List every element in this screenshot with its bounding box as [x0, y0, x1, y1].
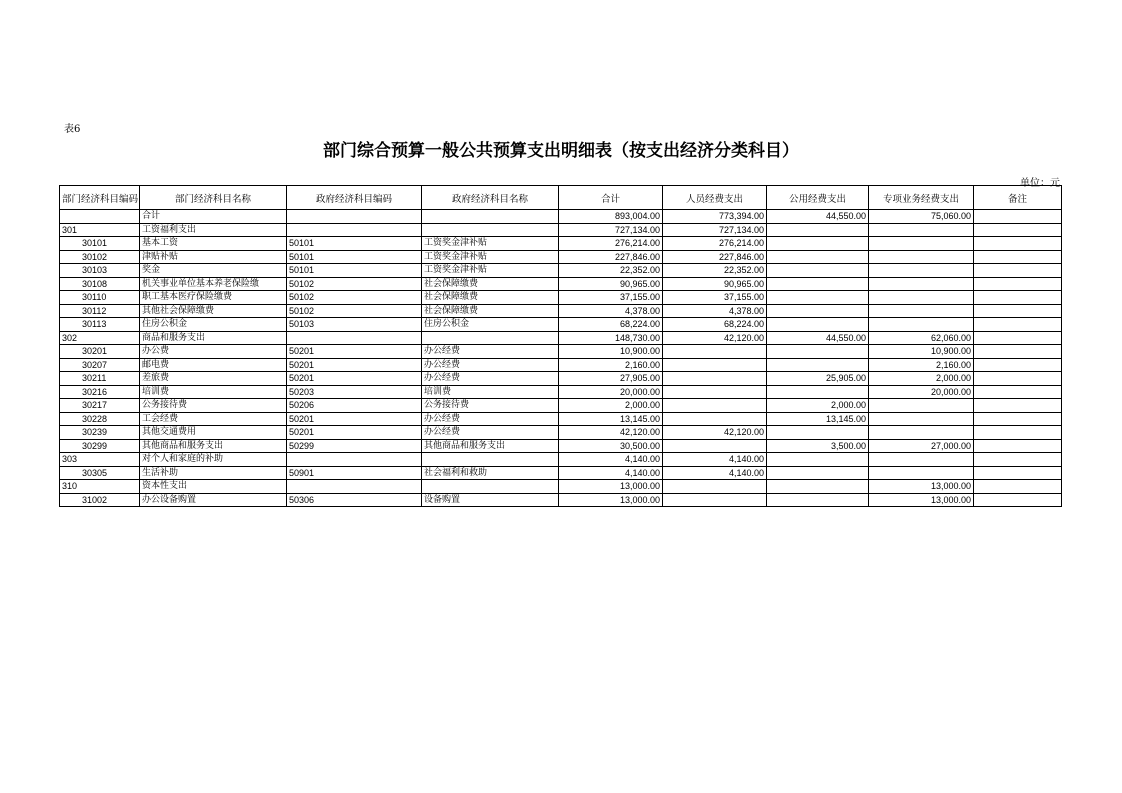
column-header-dept-name: 部门经济科目名称: [140, 186, 287, 210]
cell-dept-code: 30112: [60, 304, 140, 318]
table-row: [60, 399, 1062, 413]
cell-gov-code: 50101: [287, 237, 422, 251]
cell-dept-code: 303: [60, 453, 140, 467]
cell-gov-code: 50206: [287, 399, 422, 413]
table-row: [60, 210, 1062, 224]
cell-gov-code: [287, 331, 422, 345]
cell-personnel: 4,140.00: [663, 466, 767, 480]
cell-special: [869, 277, 974, 291]
cell-dept-name: 商品和服务支出: [140, 331, 287, 345]
cell-public: 44,550.00: [767, 331, 869, 345]
cell-dept-code: 30228: [60, 412, 140, 426]
cell-gov-code: 50102: [287, 291, 422, 305]
cell-dept-code: 310: [60, 480, 140, 494]
cell-note: [974, 264, 1062, 278]
cell-special: [869, 399, 974, 413]
cell-dept-name: 差旅费: [140, 372, 287, 386]
cell-note: [974, 480, 1062, 494]
cell-gov-name: 社会福利和救助: [422, 466, 559, 480]
cell-special: 2,000.00: [869, 372, 974, 386]
cell-gov-name: 工资奖金津补贴: [422, 250, 559, 264]
cell-special: [869, 250, 974, 264]
cell-dept-code: 30207: [60, 358, 140, 372]
cell-dept-code: 30110: [60, 291, 140, 305]
column-header-gov-name: 政府经济科目名称: [422, 186, 559, 210]
cell-gov-name: 办公经费: [422, 412, 559, 426]
cell-gov-name: 办公经费: [422, 372, 559, 386]
cell-public: [767, 291, 869, 305]
cell-total: 68,224.00: [559, 318, 663, 332]
cell-gov-code: [287, 210, 422, 224]
cell-personnel: 4,378.00: [663, 304, 767, 318]
cell-special: [869, 426, 974, 440]
cell-gov-name: 社会保障缴费: [422, 291, 559, 305]
table-row: [60, 426, 1062, 440]
cell-dept-code: 302: [60, 331, 140, 345]
cell-special: [869, 318, 974, 332]
cell-note: [974, 237, 1062, 251]
table-row: [60, 237, 1062, 251]
column-header-dept-code: 部门经济科目编码: [60, 186, 140, 210]
cell-note: [974, 210, 1062, 224]
cell-dept-name: 办公设备购置: [140, 493, 287, 507]
cell-total: 893,004.00: [559, 210, 663, 224]
cell-personnel: [663, 399, 767, 413]
table-row: [60, 264, 1062, 278]
cell-personnel: 42,120.00: [663, 426, 767, 440]
cell-total: 27,905.00: [559, 372, 663, 386]
cell-public: [767, 345, 869, 359]
cell-gov-code: 50201: [287, 412, 422, 426]
table-number-label: 表6: [64, 124, 81, 135]
cell-gov-name: 社会保障缴费: [422, 304, 559, 318]
table-row: [60, 466, 1062, 480]
cell-gov-name: 工资奖金津补贴: [422, 237, 559, 251]
table-row: [60, 291, 1062, 305]
table-row: [60, 345, 1062, 359]
column-header-public: 公用经费支出: [767, 186, 869, 210]
cell-note: [974, 426, 1062, 440]
cell-total: 13,145.00: [559, 412, 663, 426]
cell-special: 13,000.00: [869, 493, 974, 507]
cell-dept-code: 30305: [60, 466, 140, 480]
cell-gov-name: [422, 223, 559, 237]
cell-public: 3,500.00: [767, 439, 869, 453]
cell-total: 42,120.00: [559, 426, 663, 440]
cell-dept-code: 31002: [60, 493, 140, 507]
cell-personnel: 727,134.00: [663, 223, 767, 237]
cell-dept-name: 其他社会保障缴费: [140, 304, 287, 318]
cell-personnel: [663, 439, 767, 453]
cell-note: [974, 412, 1062, 426]
cell-special: 20,000.00: [869, 385, 974, 399]
header-row: [60, 186, 1062, 210]
column-header-special: 专项业务经费支出: [869, 186, 974, 210]
cell-dept-name: 邮电费: [140, 358, 287, 372]
cell-personnel: 4,140.00: [663, 453, 767, 467]
cell-gov-code: 50101: [287, 250, 422, 264]
cell-personnel: 22,352.00: [663, 264, 767, 278]
column-header-gov-code: 政府经济科目编码: [287, 186, 422, 210]
cell-total: 20,000.00: [559, 385, 663, 399]
cell-personnel: [663, 358, 767, 372]
column-header-note: 备注: [974, 186, 1062, 210]
cell-public: [767, 304, 869, 318]
cell-dept-name: 资本性支出: [140, 480, 287, 494]
cell-gov-code: 50201: [287, 345, 422, 359]
table-row: [60, 250, 1062, 264]
cell-dept-name: 奖金: [140, 264, 287, 278]
cell-special: 75,060.00: [869, 210, 974, 224]
cell-gov-code: [287, 480, 422, 494]
cell-dept-code: 30108: [60, 277, 140, 291]
cell-public: [767, 264, 869, 278]
cell-gov-code: [287, 223, 422, 237]
cell-note: [974, 466, 1062, 480]
cell-note: [974, 453, 1062, 467]
cell-total: 4,140.00: [559, 466, 663, 480]
cell-gov-code: 50201: [287, 426, 422, 440]
cell-dept-name: 办公费: [140, 345, 287, 359]
cell-dept-name: 住房公积金: [140, 318, 287, 332]
cell-total: 30,500.00: [559, 439, 663, 453]
cell-dept-name: 职工基本医疗保险缴费: [140, 291, 287, 305]
cell-special: [869, 264, 974, 278]
cell-dept-name: 工会经费: [140, 412, 287, 426]
cell-public: [767, 237, 869, 251]
cell-gov-name: [422, 331, 559, 345]
cell-gov-name: 办公经费: [422, 426, 559, 440]
cell-gov-code: 50201: [287, 358, 422, 372]
cell-note: [974, 291, 1062, 305]
cell-public: [767, 426, 869, 440]
cell-personnel: [663, 480, 767, 494]
cell-gov-name: 培训费: [422, 385, 559, 399]
table-row: [60, 318, 1062, 332]
cell-dept-name: 对个人和家庭的补助: [140, 453, 287, 467]
cell-gov-name: 社会保障缴费: [422, 277, 559, 291]
cell-total: 13,000.00: [559, 493, 663, 507]
cell-public: [767, 480, 869, 494]
cell-special: [869, 223, 974, 237]
cell-gov-name: 办公经费: [422, 345, 559, 359]
table-row: [60, 439, 1062, 453]
cell-public: 2,000.00: [767, 399, 869, 413]
table-row: [60, 331, 1062, 345]
cell-personnel: 68,224.00: [663, 318, 767, 332]
cell-public: [767, 250, 869, 264]
cell-dept-name: 机关事业单位基本养老保险缴: [140, 277, 287, 291]
cell-personnel: [663, 385, 767, 399]
cell-note: [974, 277, 1062, 291]
cell-personnel: 42,120.00: [663, 331, 767, 345]
table-row: [60, 304, 1062, 318]
cell-dept-code: 30201: [60, 345, 140, 359]
cell-dept-name: 培训费: [140, 385, 287, 399]
table-row: [60, 493, 1062, 507]
cell-dept-code: 30216: [60, 385, 140, 399]
cell-personnel: 227,846.00: [663, 250, 767, 264]
cell-personnel: [663, 412, 767, 426]
cell-note: [974, 358, 1062, 372]
cell-dept-code: 30103: [60, 264, 140, 278]
cell-special: 13,000.00: [869, 480, 974, 494]
cell-note: [974, 250, 1062, 264]
cell-gov-code: 50299: [287, 439, 422, 453]
cell-dept-name: 津贴补贴: [140, 250, 287, 264]
cell-gov-name: [422, 480, 559, 494]
cell-note: [974, 493, 1062, 507]
cell-total: 276,214.00: [559, 237, 663, 251]
cell-public: [767, 453, 869, 467]
cell-personnel: [663, 493, 767, 507]
cell-public: [767, 358, 869, 372]
cell-special: [869, 237, 974, 251]
cell-total: 148,730.00: [559, 331, 663, 345]
cell-note: [974, 399, 1062, 413]
cell-dept-code: 30102: [60, 250, 140, 264]
cell-public: [767, 466, 869, 480]
cell-personnel: [663, 345, 767, 359]
cell-note: [974, 223, 1062, 237]
table-row: [60, 372, 1062, 386]
cell-special: [869, 466, 974, 480]
cell-total: 227,846.00: [559, 250, 663, 264]
cell-gov-name: 公务接待费: [422, 399, 559, 413]
cell-special: [869, 453, 974, 467]
cell-public: [767, 385, 869, 399]
cell-note: [974, 331, 1062, 345]
cell-gov-name: 设备购置: [422, 493, 559, 507]
cell-public: 13,145.00: [767, 412, 869, 426]
cell-total: 4,140.00: [559, 453, 663, 467]
table-row: [60, 412, 1062, 426]
column-header-personnel: 人员经费支出: [663, 186, 767, 210]
cell-dept-code: 30217: [60, 399, 140, 413]
cell-total: 22,352.00: [559, 264, 663, 278]
cell-dept-code: 30211: [60, 372, 140, 386]
cell-special: [869, 304, 974, 318]
cell-public: [767, 277, 869, 291]
cell-public: 44,550.00: [767, 210, 869, 224]
cell-dept-code: 30113: [60, 318, 140, 332]
cell-total: 2,160.00: [559, 358, 663, 372]
cell-note: [974, 372, 1062, 386]
cell-total: 90,965.00: [559, 277, 663, 291]
cell-public: [767, 318, 869, 332]
cell-total: 13,000.00: [559, 480, 663, 494]
cell-gov-code: 50103: [287, 318, 422, 332]
cell-total: 37,155.00: [559, 291, 663, 305]
cell-personnel: 773,394.00: [663, 210, 767, 224]
cell-special: 62,060.00: [869, 331, 974, 345]
cell-dept-name: 公务接待费: [140, 399, 287, 413]
cell-note: [974, 345, 1062, 359]
cell-dept-code: 30239: [60, 426, 140, 440]
cell-gov-code: 50201: [287, 372, 422, 386]
cell-special: 10,900.00: [869, 345, 974, 359]
table-row: [60, 453, 1062, 467]
cell-dept-code: [60, 210, 140, 224]
page-title: 部门综合预算一般公共预算支出明细表（按支出经济分类科目）: [323, 141, 799, 161]
cell-special: 2,160.00: [869, 358, 974, 372]
cell-personnel: 276,214.00: [663, 237, 767, 251]
cell-dept-name: 生活补助: [140, 466, 287, 480]
cell-gov-code: 50102: [287, 277, 422, 291]
cell-dept-name: 基本工资: [140, 237, 287, 251]
cell-gov-name: 办公经费: [422, 358, 559, 372]
cell-dept-name: 其他交通费用: [140, 426, 287, 440]
cell-public: [767, 223, 869, 237]
cell-gov-name: 工资奖金津补贴: [422, 264, 559, 278]
cell-dept-name: 其他商品和服务支出: [140, 439, 287, 453]
unit-label: 单位：元: [1020, 178, 1060, 189]
cell-note: [974, 439, 1062, 453]
cell-note: [974, 304, 1062, 318]
table-row: [60, 358, 1062, 372]
cell-personnel: 90,965.00: [663, 277, 767, 291]
cell-dept-code: 30101: [60, 237, 140, 251]
cell-public: [767, 493, 869, 507]
cell-total: 10,900.00: [559, 345, 663, 359]
cell-gov-name: [422, 210, 559, 224]
cell-gov-code: 50102: [287, 304, 422, 318]
cell-public: 25,905.00: [767, 372, 869, 386]
cell-special: [869, 412, 974, 426]
cell-gov-code: 50901: [287, 466, 422, 480]
budget-detail-table: [59, 185, 1062, 507]
table-row: [60, 223, 1062, 237]
cell-gov-name: 住房公积金: [422, 318, 559, 332]
cell-total: 2,000.00: [559, 399, 663, 413]
cell-personnel: 37,155.00: [663, 291, 767, 305]
table-row: [60, 277, 1062, 291]
cell-dept-name: 合计: [140, 210, 287, 224]
table-row: [60, 385, 1062, 399]
table-row: [60, 480, 1062, 494]
cell-dept-name: 工资福利支出: [140, 223, 287, 237]
cell-special: 27,000.00: [869, 439, 974, 453]
cell-note: [974, 318, 1062, 332]
cell-total: 4,378.00: [559, 304, 663, 318]
cell-gov-name: [422, 453, 559, 467]
cell-gov-code: 50306: [287, 493, 422, 507]
cell-special: [869, 291, 974, 305]
cell-note: [974, 385, 1062, 399]
cell-dept-code: 30299: [60, 439, 140, 453]
cell-gov-code: 50203: [287, 385, 422, 399]
cell-dept-code: 301: [60, 223, 140, 237]
cell-personnel: [663, 372, 767, 386]
cell-gov-code: [287, 453, 422, 467]
cell-gov-name: 其他商品和服务支出: [422, 439, 559, 453]
cell-gov-code: 50101: [287, 264, 422, 278]
cell-total: 727,134.00: [559, 223, 663, 237]
column-header-total: 合计: [559, 186, 663, 210]
